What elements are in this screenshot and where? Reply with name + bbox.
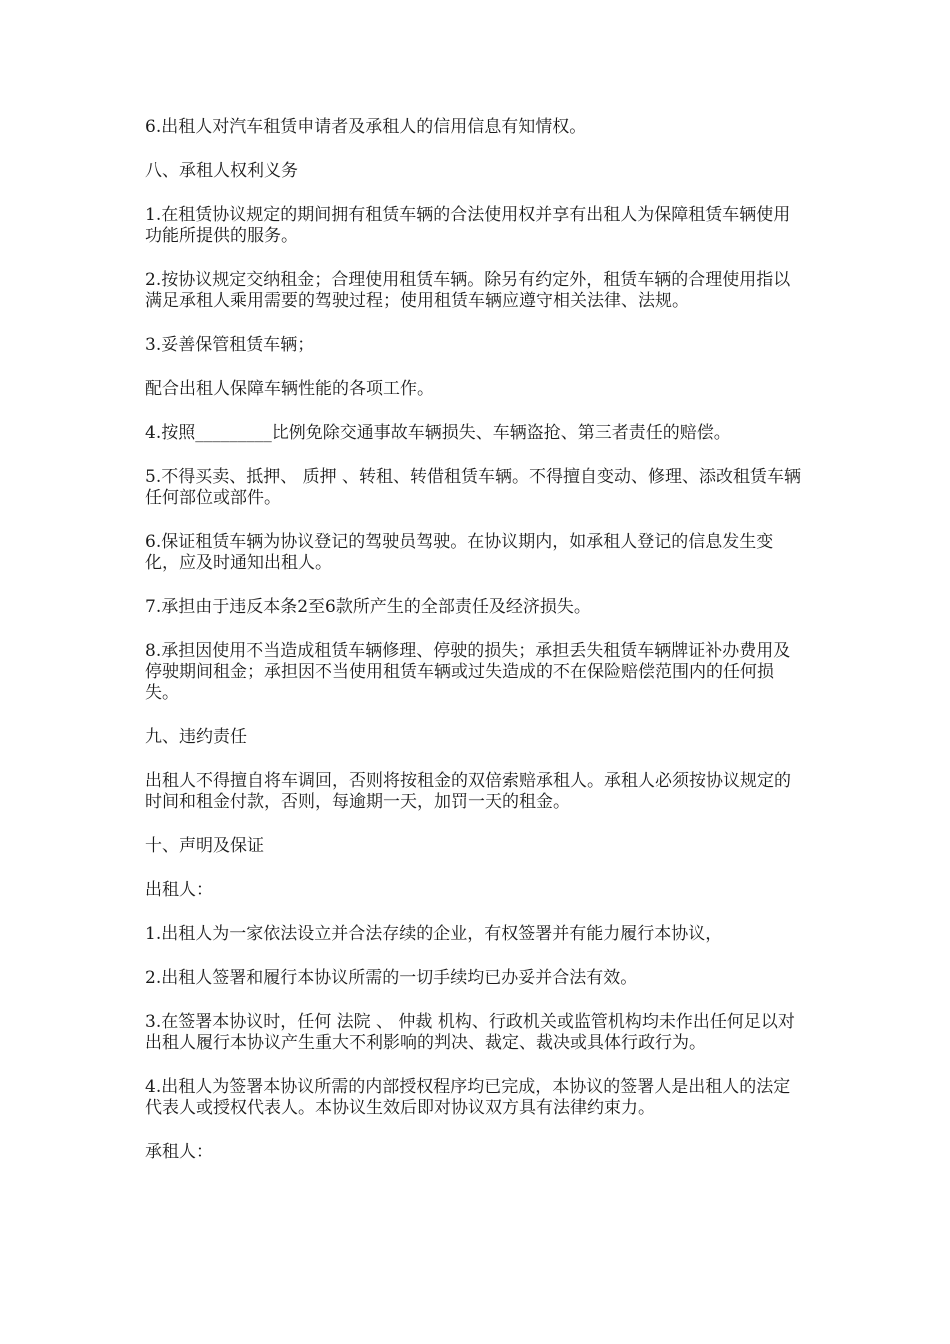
paragraph-8-2: 2.按协议规定交纳租金；合理使用租赁车辆。除另有约定外，租赁车辆的合理使用指以满足承租人乘用需要的驾驶过程；使用租赁车辆应遵守相关法律、法规。	[145, 270, 791, 311]
paragraph-8-7: 7.承担由于违反本条2至6款所产生的全部责任及经济损失。	[145, 597, 591, 617]
paragraph-lessee-label: 承租人：	[145, 1142, 213, 1162]
paragraph-8-6: 6.保证租赁车辆为协议登记的驾驶员驾驶。在协议期内，如承租人登记的信息发生变化，应及时通知出租人。	[145, 532, 774, 573]
paragraph-8-4: 4.按照_________比例免除交通事故车辆损失、车辆盗抢、第三者责任的赔偿。	[145, 423, 731, 443]
document-page	[145, 117, 805, 1186]
paragraph-8-8: 8.承担因使用不当造成租赁车辆修理、停驶的损失；承担丢失租赁车辆牌证补办费用及停驶期间租金；承担因不当使用租赁车辆或过失造成的不在保险赔偿范围内的任何损失。	[145, 641, 791, 703]
paragraph-9-body: 出租人不得擅自将车调回，否则将按租金的双倍索赔承租人。承租人必须按协议规定的时间和租金付款，否则，每逾期一天，加罚一天的租金。	[145, 771, 791, 812]
paragraph-10-2: 2.出租人签署和履行本协议所需的一切手续均已办妥并合法有效。	[145, 968, 638, 988]
section-heading-9: 九、违约责任	[145, 727, 247, 747]
paragraph-8-1: 1.在租赁协议规定的期间拥有租赁车辆的合法使用权并享有出租人为保障租赁车辆使用功能所提供的服务。	[145, 205, 791, 246]
paragraph-8-3-cont: 配合出租人保障车辆性能的各项工作。	[145, 379, 434, 399]
paragraph-8-3: 3.妥善保管租赁车辆；	[145, 335, 315, 355]
section-heading-10: 十、声明及保证	[145, 836, 264, 856]
paragraph-lessor-label: 出租人：	[145, 880, 213, 900]
paragraph-10-4: 4.出租人为签署本协议所需的内部授权程序均已完成，本协议的签署人是出租人的法定代表人或授权代表人。本协议生效后即对协议双方具有法律约束力。	[145, 1077, 791, 1118]
section-heading-8: 八、承租人权利义务	[145, 161, 298, 181]
paragraph-8-5: 5.不得买卖、抵押、 质押 、转租、转借租赁车辆。不得擅自变动、修理、添改租赁车辆任何部位或部件。	[145, 467, 802, 508]
paragraph-10-1: 1.出租人为一家依法设立并合法存续的企业，有权签署并有能力履行本协议，	[145, 924, 723, 944]
paragraph-lessor-credit-right: 6.出租人对汽车租赁申请者及承租人的信用信息有知情权。	[145, 117, 587, 137]
paragraph-10-3: 3.在签署本协议时，任何 法院 、 仲裁 机构、行政机关或监管机构均未作出任何足以对出租人履行本协议产生重大不利影响的判决、裁定、裁决或具体行政行为。	[145, 1012, 795, 1053]
